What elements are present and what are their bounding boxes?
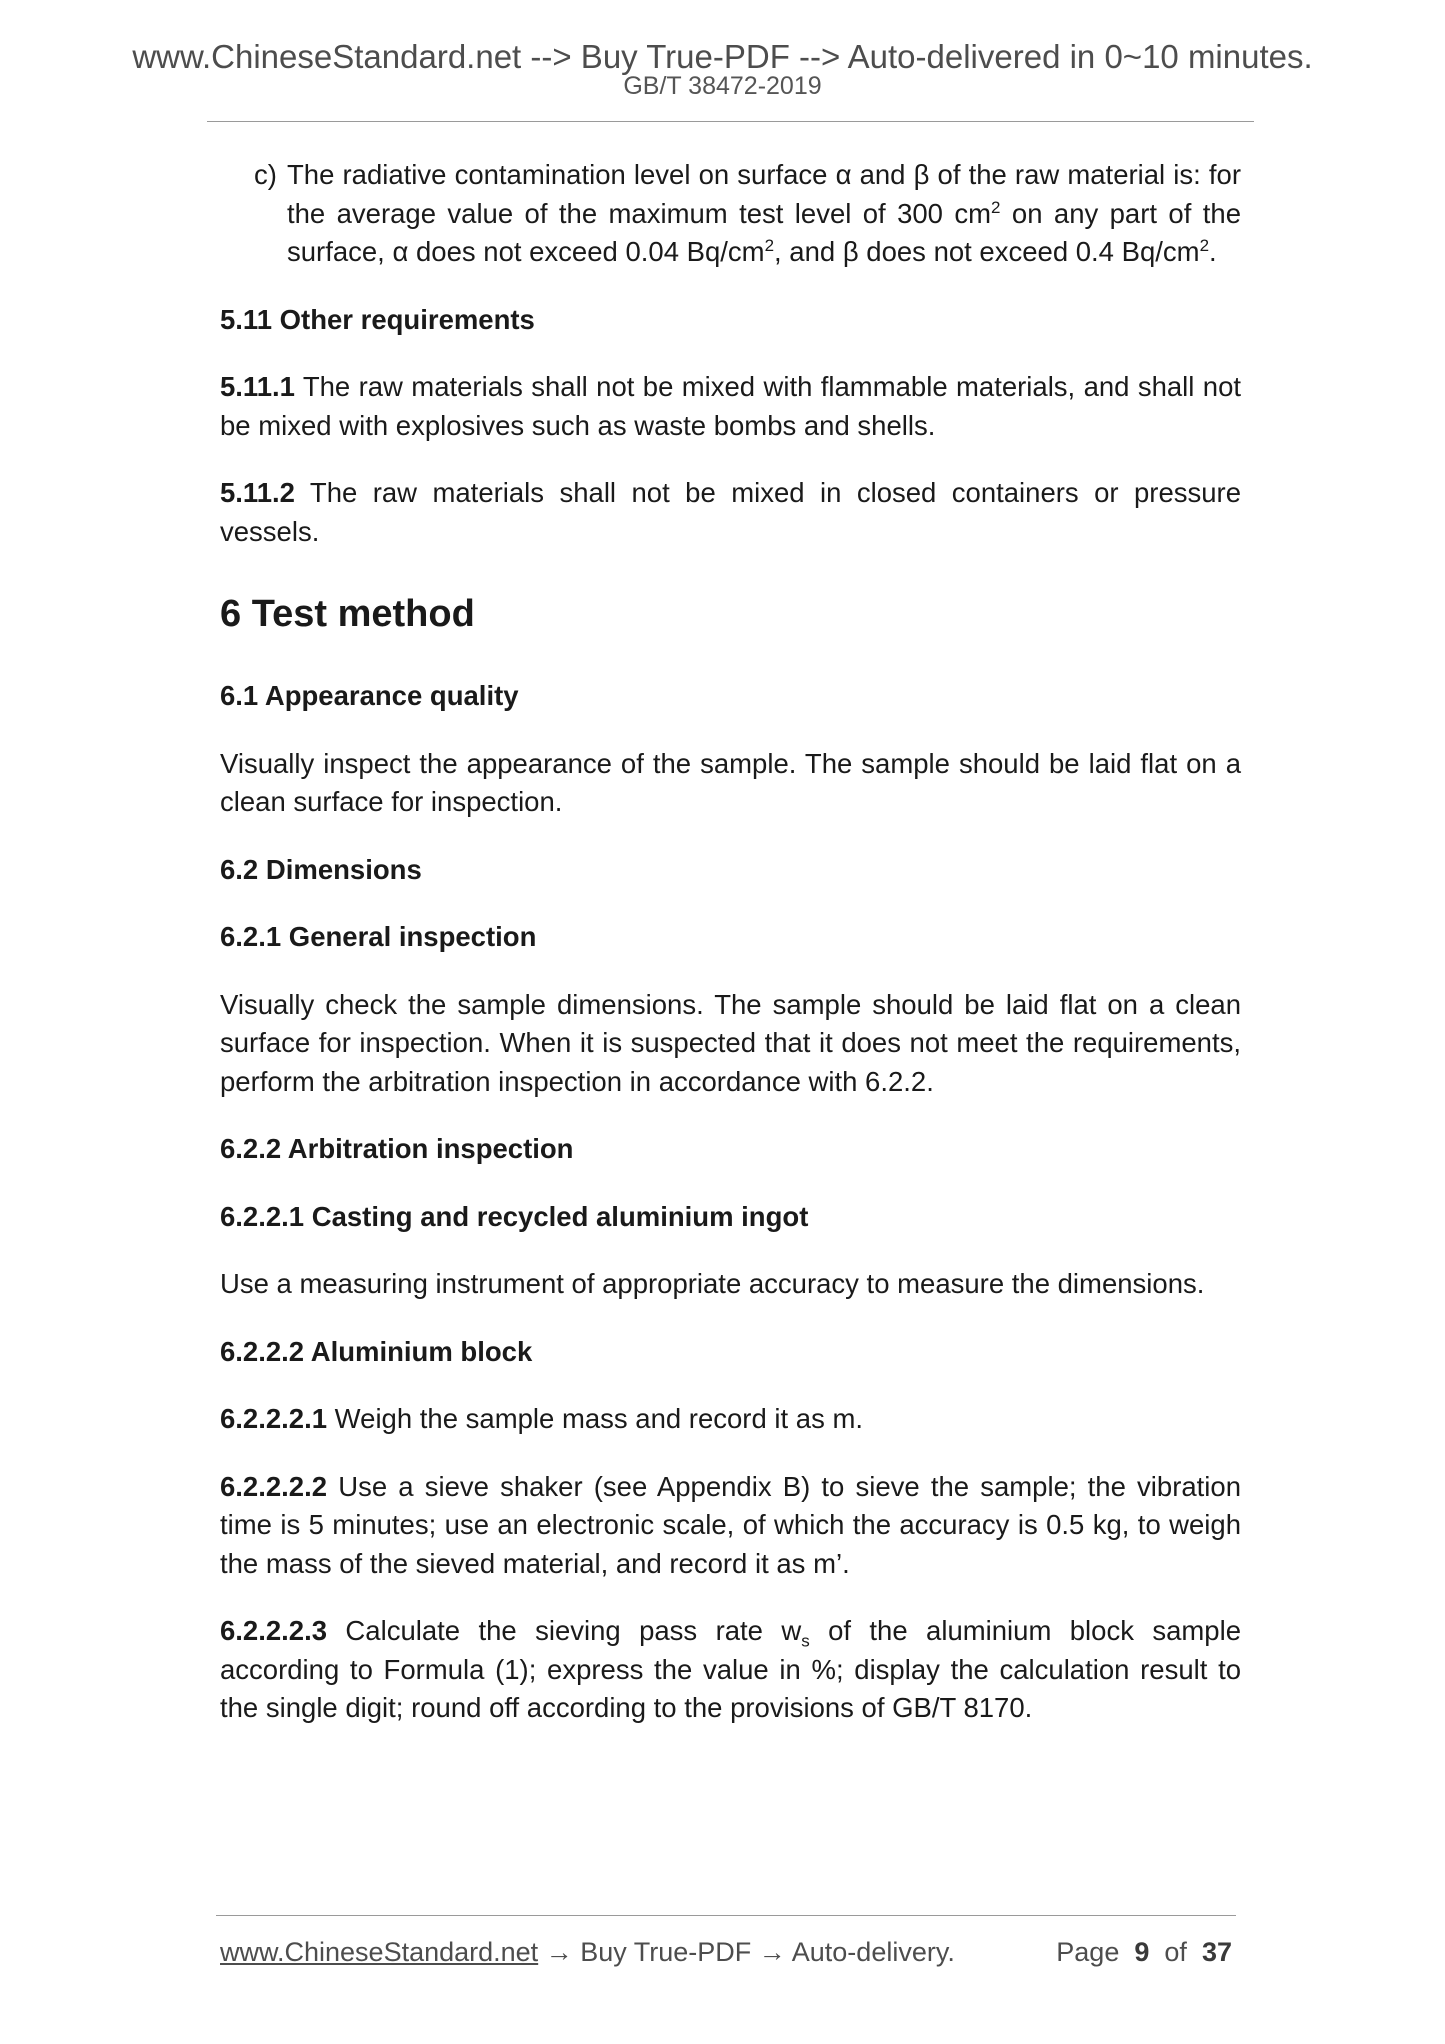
page-content <box>220 156 1241 1728</box>
section-heading-6-2-2-1: 6.2.2.1 Casting and recycled aluminium ingot <box>220 1200 809 1232</box>
clause-6-2-2-1-text: Use a measuring instrument of appropriate accuracy to measure the dimensions. <box>220 1268 1205 1299</box>
clause-6-1-text: Visually inspect the appearance of the sample. The sample should be laid flat on a clean surface for inspection. <box>220 747 1241 817</box>
site-banner: www.ChineseStandard.net --> Buy True-PDF --> Auto-delivered in 0~10 minutes. <box>132 38 1313 75</box>
section-heading-6-2-1: 6.2.1 General inspection <box>220 921 537 952</box>
document-number: GB/T 38472-2019 <box>623 72 822 100</box>
clause-6-2-2-2-2: 6.2.2.2.2 Use a sieve shaker (see Appendix B) to sieve the sample; the vibration time is 5 minutes; use an electronic scale, of which the accuracy is 0.5 kg, to weigh the mass of the sieved material, and record it as m’. <box>220 1470 1241 1579</box>
header-divider <box>207 121 1254 122</box>
section-heading-6-2-2: 6.2.2 Arbitration inspection <box>220 1133 574 1164</box>
section-heading-6-2: 6.2 Dimensions <box>220 853 422 885</box>
list-marker: c) <box>254 159 277 190</box>
footer-promo <box>220 1935 955 1969</box>
list-item-c <box>220 156 1241 272</box>
list-item-text: The radiative contamination level on surface α and β of the raw material is: for the average value of the maximum test level of 300 $cm^2$ on any part of the surface, α does not exceed 0.04 $Bq/cm^2$, and β does not exceed 0.4 $Bq/cm^2$. <box>287 159 1241 267</box>
section-heading-6-2-2-2: 6.2.2.2 Aluminium block <box>220 1335 533 1367</box>
section-heading-5-11: 5.11 Other requirements <box>220 303 535 335</box>
page-footer <box>220 1935 1232 1969</box>
arrow-right-icon: → <box>751 1937 792 1967</box>
clause-5-11-1: 5.11.1 The raw materials shall not be mixed with flammable materials, and shall not be mixed with explosives such as waste bombs and shells. <box>220 371 1241 441</box>
footer-divider <box>216 1915 1236 1916</box>
chapter-heading-6: 6 Test method <box>220 593 475 635</box>
total-pages: 37 <box>1201 1937 1232 1967</box>
footer-site-link[interactable]: www.ChineseStandard.net <box>220 1937 539 1967</box>
clause-5-11-2: 5.11.2 The raw materials shall not be mixed in closed containers or pressure vessels. <box>220 477 1241 547</box>
page-indicator: Page 9 of 37 <box>1056 1937 1232 1967</box>
clause-6-2-2-2-1: 6.2.2.2.1 Weigh the sample mass and record it as m. <box>220 1403 864 1434</box>
clause-6-2-2-2-3: 6.2.2.2.3 Calculate the sieving pass rate $w_s$ of the aluminium block sample according to Formula (1); express the value in %; display the calculation result to the single digit; round off according to the provisions of GB/T 8170. <box>220 1615 1241 1723</box>
clause-6-2-1-text: Visually check the sample dimensions. The sample should be laid flat on a clean surface for inspection. When it is suspected that it does not meet the requirements, perform the arbitration inspection in accordance with 6.2.2. <box>220 988 1241 1097</box>
current-page-number: 9 <box>1134 1937 1150 1967</box>
section-heading-6-1: 6.1 Appearance quality <box>220 680 519 711</box>
footer-delivery-text: Auto-delivery. <box>791 1937 955 1967</box>
footer-buy-text: Buy True-PDF <box>580 1937 752 1967</box>
arrow-right-icon: → <box>538 1937 581 1967</box>
